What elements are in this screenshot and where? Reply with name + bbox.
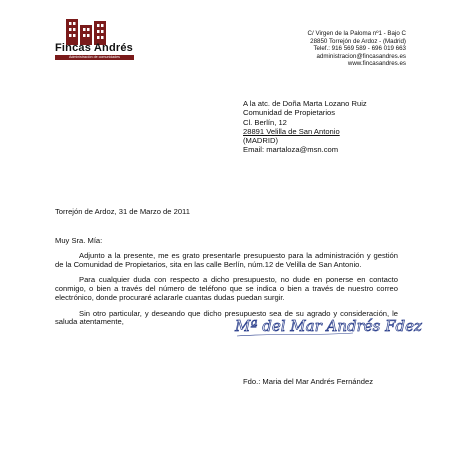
- sender-website: www.fincasandres.es: [347, 60, 406, 68]
- handwritten-signature: [233, 309, 422, 341]
- sender-address-line: 28850 Torrejón de Ardoz - (Madrid): [310, 37, 406, 45]
- recipient-line: A la atc. de Doña Marta Lozano Ruiz: [243, 99, 367, 108]
- sender-phone: Telef.: 916 569 589 - 696 019 663: [313, 45, 406, 53]
- signature-text: Mª del Mar Andrés Fdez: [235, 317, 422, 335]
- salutation: Muy Sra. Mía:: [55, 236, 103, 245]
- company-name: Fincas Andrés: [55, 42, 133, 54]
- recipient-block: [243, 99, 367, 155]
- body-paragraph: Adjunto a la presente, me es grato presentarle presupuesto para la administración y gestión de la Comunidad de Propietarios, sita en las calle Berlín, núm.12 de Velilla de San Antonio.: [55, 251, 398, 269]
- company-tagline: Administración de comunidades: [55, 55, 134, 60]
- sender-email: administracion@fincasandres.es: [316, 52, 406, 60]
- sender-address-line: C/ Virgen de la Paloma nº1 - Bajo C: [307, 30, 406, 37]
- recipient-line: Email: martaloza@msn.com: [243, 145, 339, 155]
- signoff: Fdo.: Maria del Mar Andrés Fernández: [243, 377, 373, 386]
- sender-address: [308, 30, 406, 68]
- recipient-line: 28891 Velilla de San Antonio: [243, 126, 340, 136]
- body-paragraph: Sin otro particular, y deseando que dicho presupuesto sea de su agrado y consideración, le saluda atentamente,: [55, 308, 398, 327]
- body-paragraph: Para cualquier duda con respecto a dicho presupuesto, no dude en ponerse en contacto conmigo, o bien a través del número de teléfono que se indica o bien a través de nuestro correo electrónico, donde procuraré aclararle cuantas dudas puedan surgir.: [55, 275, 398, 302]
- recipient-line: Cl. Berlín, 12: [243, 117, 287, 127]
- date-line: Torrejón de Ardoz, 31 de Marzo de 2011: [55, 207, 190, 216]
- recipient-line: (MADRID): [243, 136, 279, 146]
- recipient-line: Comunidad de Propietarios: [243, 108, 336, 118]
